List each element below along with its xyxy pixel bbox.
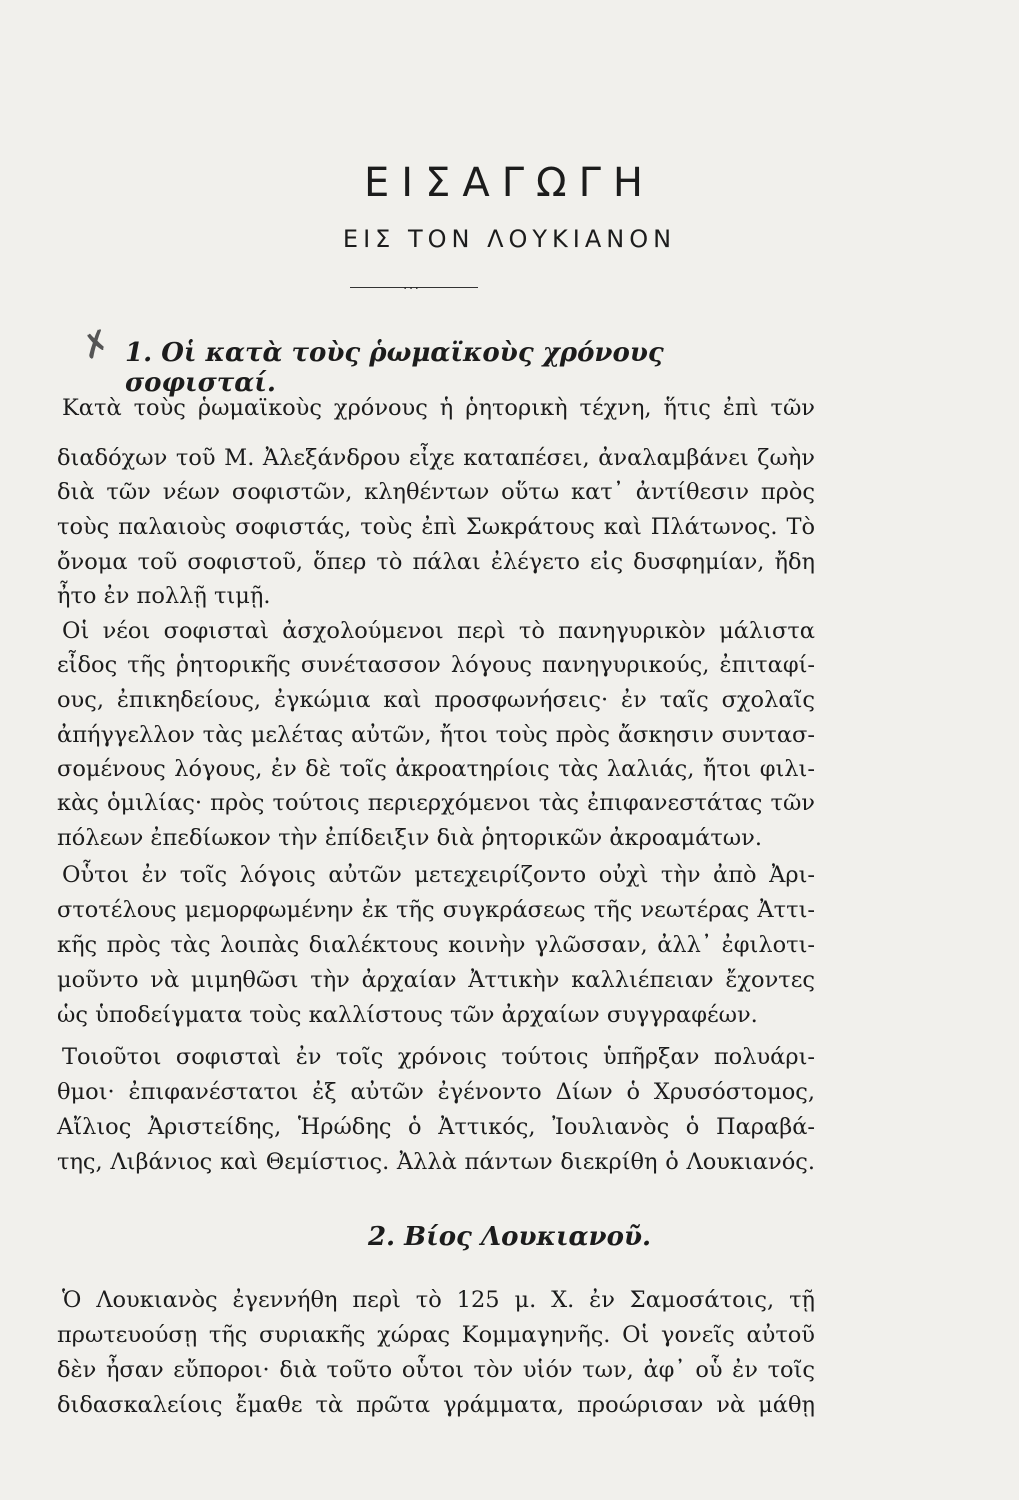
text-line: σομένους λόγους, ἐν δὲ τοῖς ἀκροατηρίοις τὰς λαλιάς, ἤτοι φιλι- xyxy=(57,756,815,782)
text-line: ἦτο ἐν πολλῇ τιμῇ. xyxy=(57,583,271,609)
page-title: ΕΙΣΑΓΩΓΗ xyxy=(364,160,655,206)
text-line: ὡς ὑποδείγματα τοὺς καλλίστους τῶν ἀρχαίων συγγραφέων. xyxy=(57,1002,758,1028)
text-line: δὲν ἦσαν εὔποροι· διὰ τοῦτο οὗτοι τὸν υἱόν των, ἀφ᾽ οὗ ἐν τοῖς xyxy=(57,1357,815,1383)
divider-dots: ... xyxy=(403,278,421,292)
text-line: ὄνομα τοῦ σοφιστοῦ, ὅπερ τὸ πάλαι ἐλέγετο εἰς δυσφημίαν, ἤδη xyxy=(57,549,815,575)
text-line: Οὗτοι ἐν τοῖς λόγοις αὐτῶν μετεχειρίζοντο οὐχὶ τὴν ἀπὸ Ἀρι- xyxy=(62,862,815,888)
text-line: κῆς πρὸς τὰς λοιπὰς διαλέκτους κοινὴν γλῶσσαν, ἀλλ᾽ ἐφιλοτι- xyxy=(57,932,815,958)
margin-pencil-mark: ✗ xyxy=(76,321,117,369)
text-line: διαδόχων τοῦ Μ. Ἀλεξάνδρου εἶχε καταπέσει, ἀναλαμβάνει ζωὴν xyxy=(57,445,815,471)
text-line: διὰ τῶν νέων σοφιστῶν, κληθέντων οὕτω κατ᾽ ἀντίθεσιν πρὸς xyxy=(57,479,815,505)
text-line: πόλεων ἐπεδίωκον τὴν ἐπίδειξιν διὰ ῥητορικῶν ἀκροαμάτων. xyxy=(57,825,762,851)
text-line: στοτέλους μεμορφωμένην ἐκ τῆς συγκράσεως τῆς νεωτέρας Ἀττι- xyxy=(57,897,815,923)
text-line: κὰς ὁμιλίας· πρὸς τούτοις περιερχόμενοι τὰς ἐπιφανεστάτας τῶν xyxy=(57,790,815,816)
text-line: Κατὰ τοὺς ῥωμαϊκοὺς χρόνους ἡ ῥητορικὴ τέχνη, ἥτις ἐπὶ τῶν xyxy=(62,395,815,421)
text-line: ἀπήγγελλον τὰς μελέτας αὐτῶν, ἤτοι τοὺς πρὸς ἄσκησιν συντασ- xyxy=(57,722,815,748)
text-line: της, Λιβάνιος καὶ Θεμίστιος. Ἀλλὰ πάντων διεκρίθη ὁ Λουκιανός. xyxy=(57,1149,815,1175)
text-line: Τοιοῦτοι σοφισταὶ ἐν τοῖς χρόνοις τούτοις ὑπῆρξαν πολυάρι- xyxy=(62,1044,815,1070)
text-line: εἶδος τῆς ῥητορικῆς συνέτασσον λόγους πανηγυρικούς, ἐπιταφί- xyxy=(57,652,815,678)
text-line: Αἴλιος Ἀριστείδης, Ἡρώδης ὁ Ἀττικός, Ἰουλιανὸς ὁ Παραβά- xyxy=(57,1114,815,1140)
text-line: διδασκαλείοις ἔμαθε τὰ πρῶτα γράμματα, προώρισαν νὰ μάθῃ xyxy=(57,1392,815,1418)
text-line: μοῦντο νὰ μιμηθῶσι τὴν ἀρχαίαν Ἀττικὴν καλλιέπειαν ἔχοντες xyxy=(57,967,815,993)
text-line: Οἱ νέοι σοφισταὶ ἀσχολούμενοι περὶ τὸ πανηγυρικὸν μάλιστα xyxy=(62,618,815,644)
text-line: ους, ἐπικηδείους, ἐγκώμια καὶ προσφωνήσεις· ἐν ταῖς σχολαῖς xyxy=(57,687,815,713)
page-subtitle: ΕΙΣ ΤΟΝ ΛΟΥΚΙΑΝΟΝ xyxy=(342,225,677,253)
section-2-heading: 2. Βίος Λουκιανοῦ. xyxy=(367,1222,652,1252)
text-line: πρωτευούσῃ τῆς συριακῆς χώρας Κομμαγηνῆς. Οἱ γονεῖς αὐτοῦ xyxy=(57,1322,815,1348)
text-line: Ὁ Λουκιανὸς ἐγεννήθη περὶ τὸ 125 μ. Χ. ἐν Σαμοσάτοις, τῇ xyxy=(62,1287,815,1313)
text-line: τοὺς παλαιοὺς σοφιστάς, τοὺς ἐπὶ Σωκράτους καὶ Πλάτωνος. Τὸ xyxy=(57,514,815,540)
section-1-heading: 1. Οἱ κατὰ τοὺς ῥωμαϊκοὺς χρόνους σοφισταί. xyxy=(125,338,664,398)
text-line: θμοι· ἐπιφανέστατοι ἐξ αὐτῶν ἐγένοντο Δίων ὁ Χρυσόστομος, xyxy=(57,1079,815,1105)
